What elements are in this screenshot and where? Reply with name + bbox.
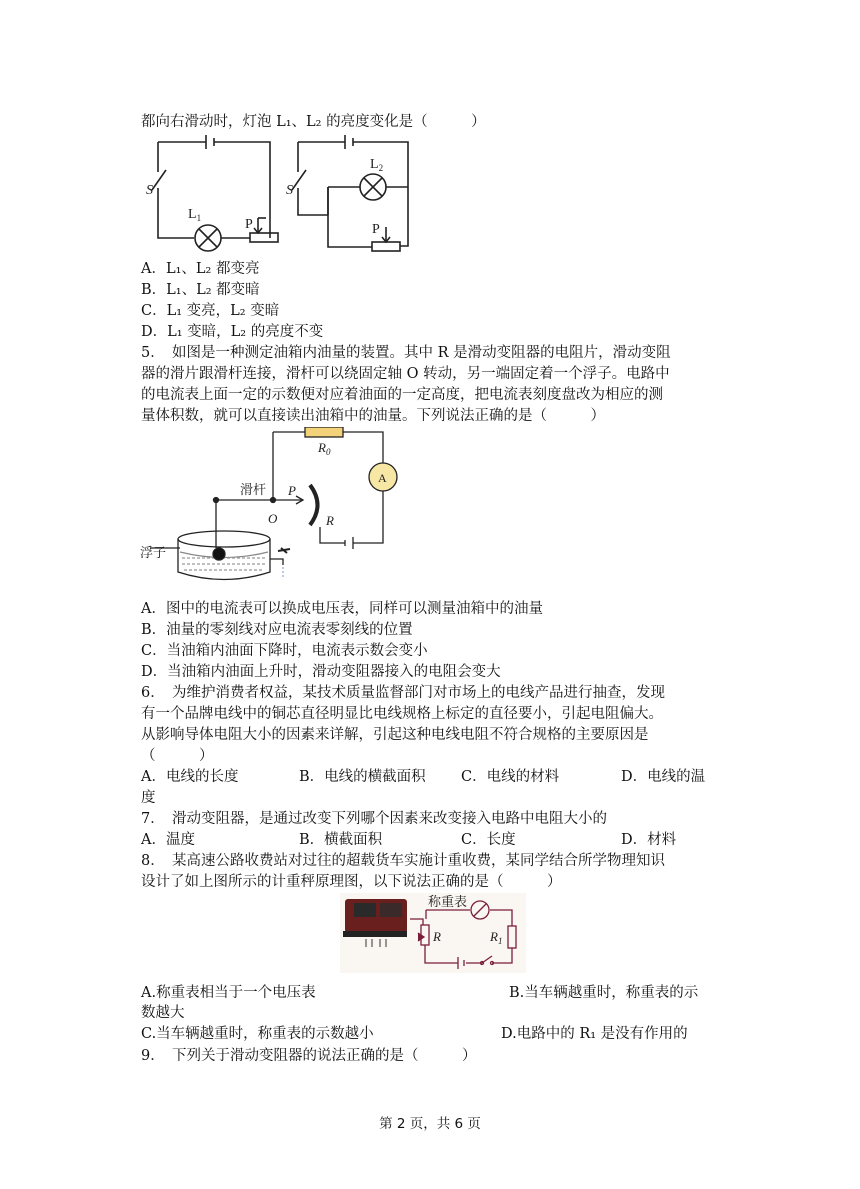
q5-option-c: C．当油箱内油面下降时，电流表示数会变小 — [141, 643, 428, 659]
q5-float-label: 浮子 — [140, 545, 167, 560]
q5-r0-label: $R_0$ — [318, 440, 331, 457]
q4-p-label-left: P — [245, 217, 253, 232]
q5-o-label: O — [268, 511, 278, 526]
q6-stem-line-3: 从影响导体电阻大小的因素来详解，引起这种电线电阻不符合规格的主要原因是 — [141, 727, 649, 743]
q7-stem: 7． 滑动变阻器，是通过改变下列哪个因素来改变接入电路中电阻大小的 — [141, 811, 607, 827]
q4-switch-label-left: S — [146, 183, 153, 198]
q8-weighbridge-figure — [340, 893, 526, 973]
q4-option-c: C．L₁ 变亮，L₂ 变暗 — [141, 303, 280, 319]
q8-option-a: A.称重表相当于一个电压表 — [141, 985, 316, 1001]
q6-option-b: B．电线的横截面积 — [299, 769, 426, 785]
q8-meter-label: 称重表 — [428, 894, 468, 909]
q5-stem-line-4: 量体积数，就可以直接读出油箱中的油量。下列说法正确的是（ ） — [141, 408, 605, 424]
q4-circuit-figure — [140, 132, 425, 262]
q5-ammeter-label: A — [378, 471, 387, 485]
q5-oil-gauge-figure — [140, 427, 415, 592]
q5-stem-line-1: 5． 如图是一种测定油箱内油量的装置。其中 R 是滑动变阻器的电阻片，滑动变阻 — [141, 345, 671, 361]
q4-option-a: A．L₁、L₂ 都变亮 — [141, 261, 260, 277]
q6-option-d-wrap: 度 — [141, 790, 156, 806]
q9-stem: 9． 下列关于滑动变阻器的说法正确的是（ ） — [141, 1048, 477, 1064]
q6-options — [141, 767, 721, 787]
q7-options — [141, 830, 721, 850]
q8-stem-line-2: 设计了如上图所示的计重秤原理图，以下说法正确的是（ ） — [141, 874, 562, 890]
q6-option-c: C．电线的材料 — [461, 769, 560, 785]
q6-option-a: A．电线的长度 — [141, 769, 239, 785]
q5-r-label: R — [326, 513, 334, 528]
q8-option-b-wrap: 数越大 — [141, 1005, 185, 1021]
q8-options-row-1 — [141, 983, 746, 1003]
q6-stem-line-1: 6． 为维护消费者权益，某技术质量监督部门对市场上的电线产品进行抽查，发现 — [141, 685, 665, 701]
q8-option-b: B.当车辆越重时，称重表的示 — [509, 985, 699, 1001]
q6-option-d: D．电线的温 — [621, 769, 706, 785]
q8-option-d: D.电路中的 R₁ 是没有作用的 — [501, 1026, 688, 1042]
q4-l2-label: $L_2$ — [370, 157, 384, 173]
q4-l1-label: $L_1$ — [188, 207, 202, 223]
q7-option-b: B．横截面积 — [299, 832, 383, 848]
page-footer: 第 2 页，共 6 页 — [379, 1116, 481, 1132]
q5-option-a: A．图中的电流表可以换成电压表，同样可以测量油箱中的油量 — [141, 601, 543, 617]
q4-option-d: D．L₁ 变暗，L₂ 的亮度不变 — [141, 324, 324, 340]
q8-options-row-2 — [141, 1024, 746, 1044]
q8-option-c: C.当车辆越重时，称重表的示数越小 — [141, 1026, 374, 1042]
q4-p-label-right: P — [372, 222, 380, 237]
q7-option-d: D．材料 — [621, 832, 677, 848]
q8-r1-label: $R_1$ — [490, 929, 503, 946]
q8-r-label: R — [433, 929, 441, 944]
q4-option-b: B．L₁、L₂ 都变暗 — [141, 282, 260, 298]
q5-option-d: D．当油箱内油面上升时，滑动变阻器接入的电阻会变大 — [141, 664, 501, 680]
q5-stem-line-2: 器的滑片跟滑杆连接，滑杆可以绕固定轴 O 转动，另一端固定着一个浮子。电路中 — [141, 366, 670, 382]
q4-stem-tail: 都向右滑动时，灯泡 L₁、L₂ 的亮度变化是（ ） — [141, 114, 486, 130]
q7-option-a: A．温度 — [141, 832, 195, 848]
q6-stem-line-2: 有一个品牌电线中的铜芯直径明显比电线规格上标定的直径要小，引起电阻偏大。 — [141, 706, 663, 722]
q5-stem-line-3: 的电流表上面一定的示数便对应着油面的一定高度，把电流表刻度盘改为相应的测 — [141, 387, 663, 403]
q6-stem-line-4: （ ） — [141, 748, 214, 764]
q5-lever-label: 滑杆 — [240, 482, 267, 497]
q4-switch-label-right: S — [286, 183, 293, 198]
q7-option-c: C．长度 — [461, 832, 516, 848]
q8-stem-line-1: 8． 某高速公路收费站对过往的超载货车实施计重收费，某同学结合所学物理知识 — [141, 853, 665, 869]
q5-p-label: P — [288, 483, 296, 498]
q5-option-b: B．油量的零刻线对应电流表零刻线的位置 — [141, 622, 413, 638]
